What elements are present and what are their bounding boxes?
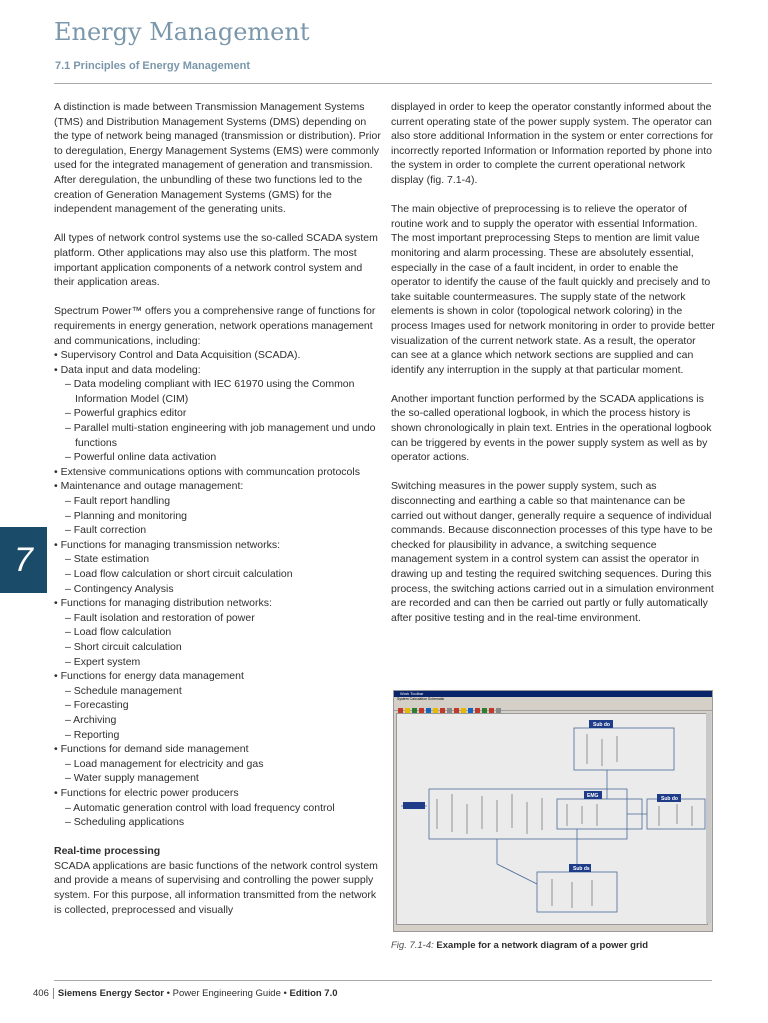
list-subitem: – Fault report handling: [65, 495, 171, 508]
paragraph: All types of network control systems use the so-called SCADA system platform. Other applications may also use this platform. The most important application components of a network control system and their application areas.: [54, 232, 378, 289]
list-item: • Functions for electric power producers: [54, 786, 239, 799]
page-footer: [33, 988, 338, 999]
list-item: • Functions for managing distribution networks:: [54, 597, 272, 610]
list-subitem: – Fault correction: [65, 524, 147, 537]
list-item: • Maintenance and outage management:: [54, 480, 244, 493]
list-item: • Supervisory Control and Data Acquisition (SCADA).: [54, 349, 301, 362]
list-subitem: – Powerful graphics editor: [65, 407, 187, 420]
header-divider: [54, 83, 712, 84]
list-item: • Data input and data modeling:: [54, 363, 201, 376]
emg-label: EMG: [587, 793, 599, 799]
feature-list: [54, 348, 382, 830]
caption-text: Example for a network diagram of a power grid: [436, 940, 649, 951]
list-item: • Functions for energy data management: [54, 670, 244, 683]
network-diagram-figure: [393, 690, 713, 932]
figure-scrollbar: [706, 713, 711, 923]
network-diagram: [397, 714, 707, 924]
list-subitem: – Load flow calculation: [65, 626, 172, 639]
guide-title: Power Engineering Guide: [172, 988, 281, 999]
list-subitem: – Powerful online data activation: [65, 451, 217, 464]
list-subitem: – Scheduling applications: [65, 816, 185, 829]
list-item: • Extensive communications options with communcation protocols: [54, 465, 360, 478]
paragraph: Spectrum Power™ offers you a comprehensive range of functions for requirements in energy generation, network operations management and communications, including:: [54, 305, 376, 347]
caption-label: Fig. 7.1-4:: [391, 940, 434, 951]
edition: Edition 7.0: [289, 988, 338, 999]
footer-separator: •: [280, 988, 290, 999]
right-column: [391, 100, 715, 640]
list-subitem: – State estimation: [65, 553, 150, 566]
list-subitem: – Water supply management: [65, 772, 199, 785]
substation-label: Sub do: [593, 722, 610, 728]
list-subitem: – Parallel multi-station engineering with job management und undo functions: [65, 422, 376, 449]
chapter-tab: 7: [0, 527, 47, 593]
list-item: • Functions for managing transmission networks:: [54, 538, 281, 551]
paragraph: The main objective of preprocessing is to relieve the operator of routine work and to supply the operator with essential Information. The most important preprocessing Steps to mention are limit value monitoring and alarm processing. These are absolutely essential, especially in the case of a fault incident, in order to enable the operator to identify the cause of the fault quickly and precisely and to take suitable countermeasures. The supply state of the network elements is shown in color (topological network coloring) in the process Images used for network monitoring in order to provide better visualization of the current network state. As a result, the operator can see at a glance which network sections are supplied and can identify any interruption in the supply at that particular moment.: [391, 203, 715, 376]
footer-separator: •: [164, 988, 173, 999]
figure-status-bar: [394, 925, 713, 931]
section-subtitle: 7.1 Principles of Energy Management: [55, 60, 251, 72]
left-column: [54, 100, 382, 932]
list-subitem: – Planning and monitoring: [65, 509, 188, 522]
paragraph: SCADA applications are basic functions of the network control system and provide a means of supervising and controlling the power supply system. For this purpose, all information transmitted from the network is collected, preprocessed and visually: [54, 859, 378, 916]
list-subitem: – Load flow calculation or short circuit calculation: [65, 568, 293, 580]
footer-divider: [54, 980, 712, 981]
list-subitem: – Load management for electricity and gas: [65, 757, 264, 770]
figure-toolbar: [394, 702, 712, 711]
list-subitem: – Data modeling compliant with IEC 61970 using the Common Information Model (CIM): [65, 378, 355, 405]
list-subitem: – Reporting: [65, 728, 120, 741]
substation-label: Sub do: [661, 796, 678, 802]
substation-label: Sub ds: [573, 866, 590, 872]
paragraph: Switching measures in the power supply system, such as disconnecting and earthing a cable so that maintenance can be carried out without danger, generally require a sequence of individual commands. Because disconnection processes of this type have to be checked for plausibility in advance, a switching sequence management system in a control system can assist the operator in drawing up and testing the required switching sequences. During this process, the switching actions carried out in a simulation environment are recorded and can then be carried out partly or fully automatically after positive testing and in the real-time environment.: [391, 480, 714, 624]
list-subitem: – Expert system: [65, 655, 141, 668]
list-subitem: – Schedule management: [65, 684, 182, 697]
list-subitem: – Automatic generation control with load frequency control: [65, 801, 335, 814]
list-subitem: – Forecasting: [65, 699, 129, 712]
list-subitem: – Short circuit calculation: [65, 640, 182, 653]
figure-window-title: Work Toolbar: [394, 691, 712, 697]
paragraph: Another important function performed by the SCADA applications is the so-called operational logbook, in which the process history is shown chronologically in plain text. Entries in the operational logbook can be triggered by events in the power supply system as well as by operator actions.: [391, 392, 712, 464]
paragraph: A distinction is made between Transmission Management Systems (TMS) and Distribution Management Systems (DMS) depending on the type of network being managed (transmission or distribution). Prior to deregulation, Energy Management Systems (EMS) were commonly used for the integrated management of generation and transmission. After deregulation, the unbundling of these two functions led to the creation of Generation Management Systems (GMS) for the independent management of the generating units.: [54, 101, 381, 216]
list-subitem: – Contingency Analysis: [65, 582, 174, 595]
publisher: Siemens Energy Sector: [57, 988, 164, 999]
page-title: Energy Management: [54, 18, 310, 46]
list-subitem: – Archiving: [65, 713, 117, 726]
list-item: • Functions for demand side management: [54, 743, 249, 756]
figure-menu-bar: System Calculation Schematic: [394, 697, 712, 702]
list-subitem: – Fault isolation and restoration of power: [65, 611, 255, 624]
page-number: 406: [33, 988, 54, 999]
diagram-canvas: [396, 713, 708, 925]
section-heading: Real-time processing: [54, 845, 161, 858]
figure-caption: [391, 940, 648, 951]
paragraph: displayed in order to keep the operator constantly informed about the current operating state of the power supply system. The operator can also store additional Information in the system or enter corrections for incorrectly reported Information or Information reported by phone into the system in order to complete the current operational network display (fig. 7.1-4).: [391, 101, 714, 186]
